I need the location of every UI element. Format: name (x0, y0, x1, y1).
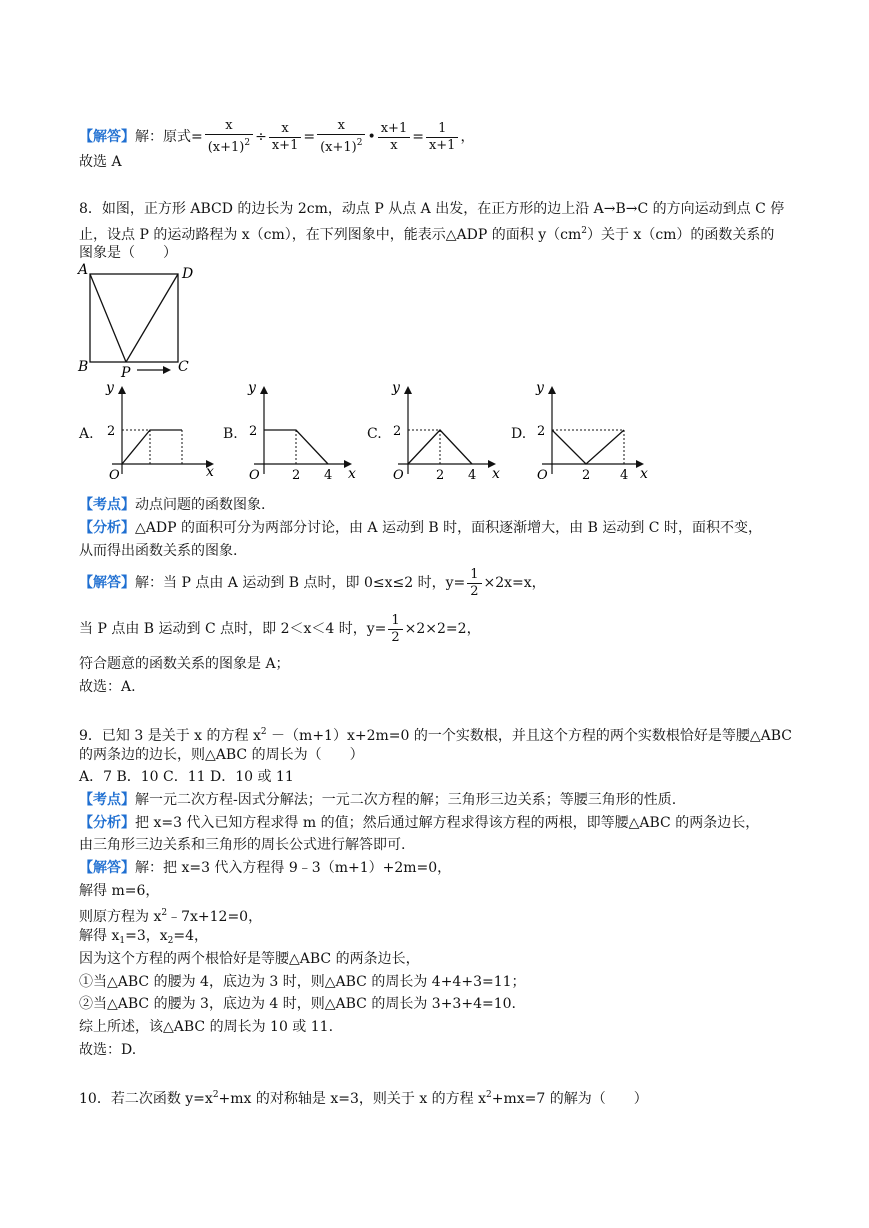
q9-jieda-line9: 故选：D. (79, 1042, 137, 1058)
option-d-label: D. (511, 426, 527, 442)
x-tick-2: 2 (436, 468, 445, 483)
q9-options: A．7 B．10 C．11 D．10 或 11 (79, 769, 294, 785)
q9-stem-line2: 的两条边的边长，则△ABC 的周长为（ ） (79, 747, 364, 763)
q8-jieda-line2: 当 P 点由 B 运动到 C 点时，即 2＜x＜4 时，y= $\frac{1}{2}$ ×2×2=2， (79, 612, 481, 645)
tick-2: 2 (393, 424, 402, 439)
fraction: $\frac{x}{(x+1)^2}$ (317, 118, 365, 156)
fraction: $\frac{x}{x+1}$ (269, 121, 302, 154)
fraction-half: $\frac{1}{2}$ (388, 613, 402, 646)
q8-jieda-line4: 故选：A. (79, 679, 136, 695)
fraction: $\frac{1}{x+1}$ (426, 121, 459, 154)
x-label: x (206, 464, 214, 480)
label-d: D (182, 266, 194, 282)
option-d-graph (528, 378, 658, 486)
fraction-half: $\frac{1}{2}$ (467, 567, 481, 600)
label-c: C (178, 359, 189, 375)
q9-jieda-line5: 因为这个方程的两个根恰好是等腰△ABC 的两条边长， (79, 951, 420, 967)
q9-jieda-line8: 综上所述，该△ABC 的周长为 10 或 11. (79, 1019, 334, 1035)
q9-kaodian: 【考点】解一元二次方程-因式分解法；一元二次方程的解；三角形三边关系；等腰三角形的性质. (79, 792, 677, 808)
q10-stem: 10．若二次函数 $y=x^2+mx$ 的对称轴是 x=3，则关于 x 的方程 $x^2+mx=7$ 的解为（ ） (79, 1090, 648, 1107)
q8-fenxi-line1: 【分析】△ADP 的面积可分为两部分讨论，由 A 运动到 B 时，面积逐渐增大，由 B 运动到 C 时，面积不变， (79, 520, 762, 536)
x-label: x (640, 466, 648, 482)
y-label: y (536, 380, 544, 396)
q9-jieda-line6: ①当△ABC 的腰为 4，底边为 3 时，则△ABC 的周长为 4+4+3=11； (79, 974, 526, 990)
q8-stem-line2: 止，设点 P 的运动路程为 x（cm），在下列图象中，能表示△ADP 的面积 $y(cm^2)$关于 x（cm）的函数关系的 (79, 226, 775, 243)
q9-jieda-line3: 则原方程为 $x^2﹣7x+12=0$， (79, 908, 263, 925)
function-graph (552, 430, 624, 464)
q9-fenxi-line1: 【分析】把 x=3 代入已知方程求得 m 的值；然后通过解方程求得该方程的两根，即等腰△ABC 的两条边长， (79, 815, 760, 831)
q9-jieda-line4: 解得 $x_1=3$，$x_2=4$， (79, 928, 209, 946)
answer-tag: 【解答】 (79, 129, 135, 145)
option-a-label: A. (79, 426, 94, 442)
q7-answer-line: 【解答】解：原式= $\frac{x}{(x+1)^2}$ ÷ $\frac{x}{x+1}$ = $\frac{x}{(x+1)^2}$ • $\frac{x+1}{x}$ = $\frac{1}{x+1}$ ， (79, 118, 475, 155)
label-b: B (78, 359, 89, 375)
y-axis-arrow (260, 386, 268, 394)
origin-label: O (393, 468, 404, 483)
y-axis-arrow (548, 386, 556, 394)
q8-stem-line3: 图象是（ ） (79, 245, 177, 261)
motion-arrowhead (163, 366, 171, 374)
q8-kaodian: 【考点】动点问题的函数图象. (79, 497, 266, 513)
x-tick-4: 4 (620, 468, 629, 483)
tick-2: 2 (107, 424, 116, 439)
x-label: x (492, 466, 500, 482)
y-axis-arrow (118, 386, 126, 394)
fraction: $\frac{x+1}{x}$ (378, 121, 411, 154)
segment-dp (126, 274, 178, 362)
q9-fenxi-line2: 由三角形三边关系和三角形的周长公式进行解答即可. (79, 837, 406, 853)
x-label: x (348, 466, 356, 482)
tick-2: 2 (249, 424, 258, 439)
origin-label: O (537, 468, 548, 483)
q8-stem-line1: 8．如图，正方形 ABCD 的边长为 2cm，动点 P 从点 A 出发，在正方形的边上沿 A→B→C 的方向运动到点 C 停 (79, 201, 785, 217)
q8-jieda-line3: 符合题意的函数关系的图象是 A； (79, 656, 290, 672)
fraction: $\frac{x}{(x+1)^2}$ (205, 118, 253, 156)
label-a: A (78, 262, 89, 278)
origin-label: O (109, 468, 120, 483)
segment-ap (90, 274, 126, 362)
divide-sign: ÷ (255, 129, 267, 145)
label-p: P (121, 365, 131, 380)
option-b-label: B. (223, 426, 238, 442)
function-graph (122, 430, 182, 464)
equals-sign: = (303, 129, 316, 145)
q9-jieda-line1: 【解答】解：把 x=3 代入方程得 9﹣3（m+1）+2m=0， (79, 860, 452, 876)
x-tick-2: 2 (582, 468, 591, 483)
y-label: y (248, 380, 256, 396)
q8-fenxi-line2: 从而得出函数关系的图象. (79, 543, 238, 559)
q8-jieda-line1: 【解答】解：当 P 点由 A 运动到 B 点时，即 0≤x≤2 时，y= $\frac{1}{2}$ ×2x=x， (79, 566, 546, 599)
y-axis-arrow (404, 386, 412, 394)
origin-label: O (249, 468, 260, 483)
q9-jieda-line2: 解得 m=6， (79, 883, 160, 899)
option-a-graph (98, 378, 224, 486)
x-tick-4: 4 (324, 468, 333, 483)
q9-stem-line1: 9．已知 3 是关于 x 的方程 $x^2 -(m+1)x+2m=0$ 的一个实数根，并且这个方程的两个实数根恰好是等腰△ABC (79, 727, 792, 744)
q7-choose: 故选 A (79, 154, 122, 170)
q9-jieda-line7: ②当△ABC 的腰为 3，底边为 4 时，则△ABC 的周长为 3+3+4=10. (79, 996, 516, 1012)
dot-sign: • (367, 129, 376, 145)
y-label: y (392, 380, 400, 396)
option-b-graph (240, 378, 366, 486)
tick-2: 2 (537, 424, 546, 439)
option-c-label: C. (367, 426, 382, 442)
x-tick-4: 4 (468, 468, 477, 483)
option-c-graph (384, 378, 510, 486)
equals-sign: = (412, 129, 424, 145)
square-figure (75, 262, 200, 380)
x-tick-2: 2 (292, 468, 301, 483)
y-label: y (106, 380, 114, 396)
answer-prefix: 解：原式= (135, 129, 203, 145)
